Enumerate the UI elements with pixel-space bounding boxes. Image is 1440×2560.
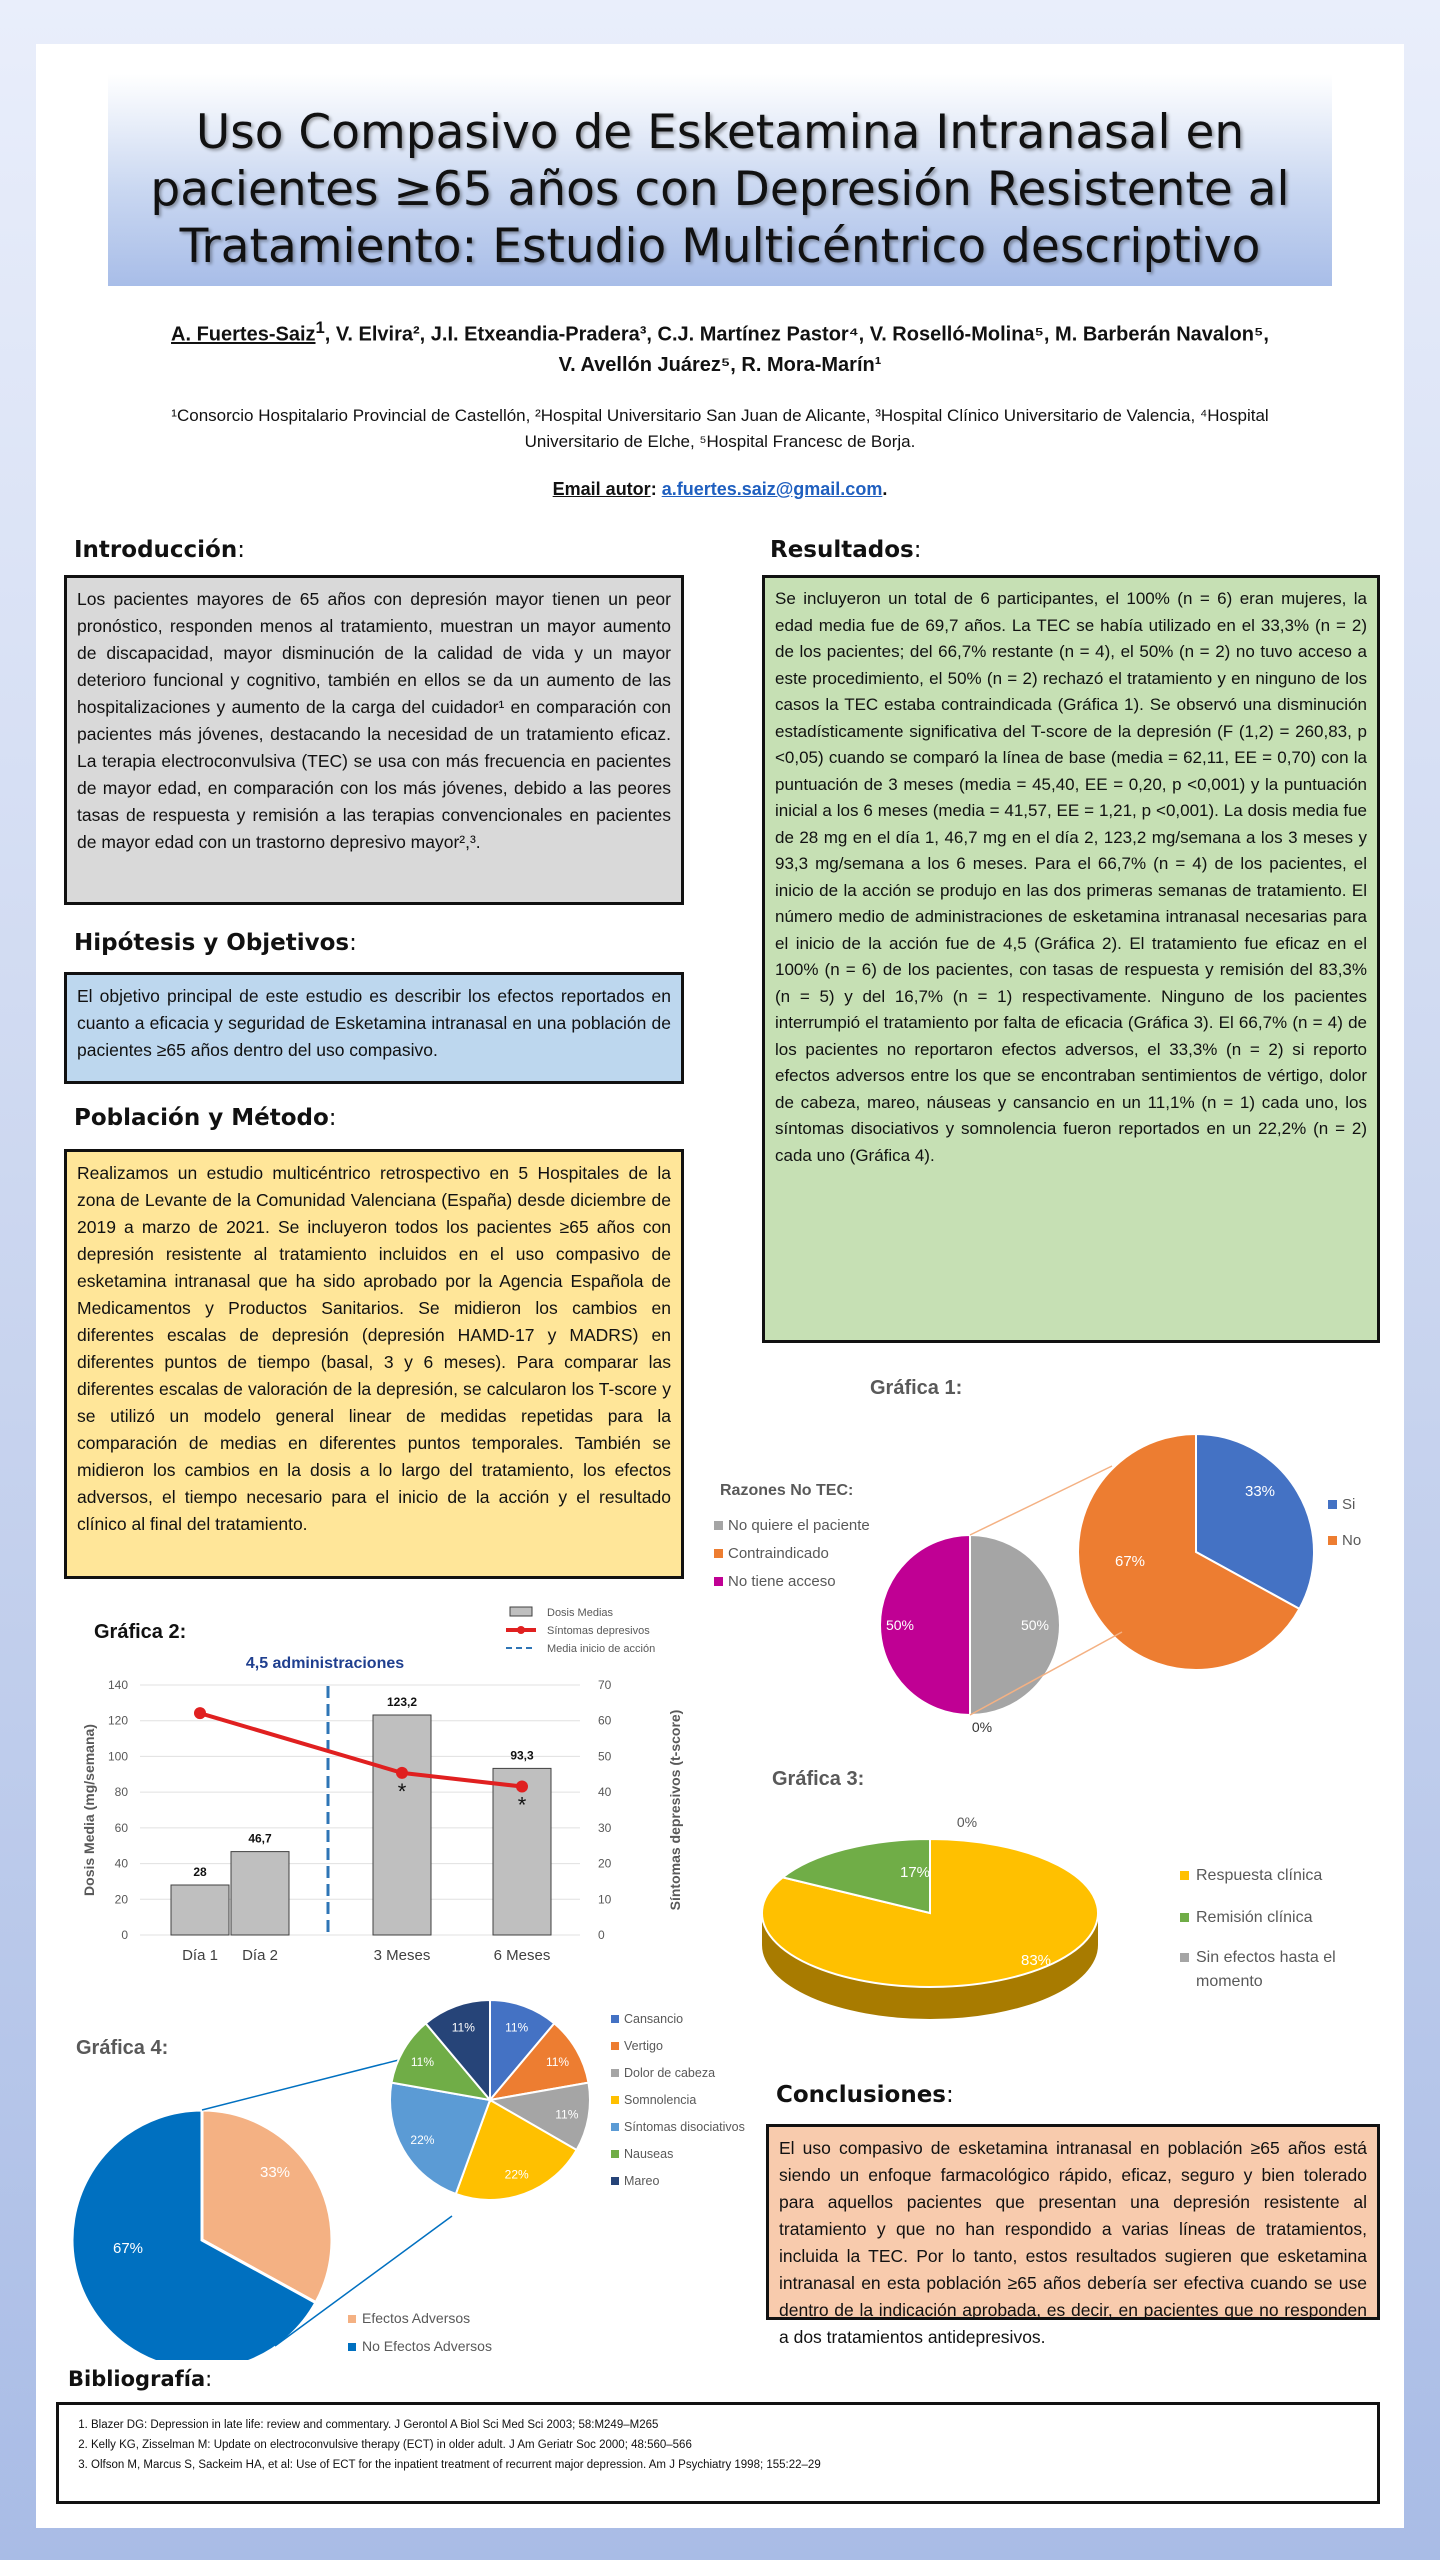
legend-label: No quiere el paciente [728, 1517, 870, 1534]
bar [373, 1715, 431, 1935]
affiliations: ¹Consorcio Hospitalario Provincial de Castellón, ²Hospital Universitario San Juan de Alicante, ³Hospital Clínico Universitario de Valencia, ⁴Hospital Universitario de Elche, ⁵Hospital Francesc de Borja. [171, 406, 1269, 451]
legend-label: Contraindicado [728, 1545, 829, 1562]
y2-tick-label: 60 [598, 1713, 612, 1728]
legend-swatch [611, 2123, 619, 2131]
line-point [516, 1781, 528, 1793]
reference-item: 3. Olfson M, Marcus S, Sackeim HA, et al: Use of ECT for the inpatient treatment of recurrent major depression. Am J Psychiatry 1998; 155:22–29 [91, 2455, 1363, 2475]
bibliography-box [56, 2402, 1380, 2504]
other-authors: , V. Elvira², J.I. Etxeandia-Pradera³, C.J. Martínez Pastor⁴, V. Roselló-Molina⁵, M. Barberán Navalon⁵, V. Avellón Juárez⁵, R. Mora-Marín¹ [324, 323, 1269, 376]
chart-title: Gráfica 3: [772, 1768, 865, 1790]
chart-grafica-4 [60, 1990, 770, 2360]
x-tick-label: 3 Meses [373, 1947, 431, 1964]
line-point [194, 1707, 206, 1719]
legend-label: Dosis Medias [547, 1607, 614, 1619]
y-tick-label: 60 [114, 1820, 128, 1835]
subpie-data-label: 11% [410, 2055, 435, 2069]
legend-label: No tiene acceso [728, 1573, 836, 1590]
bar-data-label: 123,2 [386, 1695, 418, 1709]
subpie-data-label: 11% [451, 2020, 475, 2035]
legend-label: Respuesta clínica [1196, 1867, 1323, 1884]
data-label-no-efectos: 67% [112, 2240, 144, 2257]
y-tick-label: 140 [107, 1678, 128, 1692]
legend-swatch [611, 2069, 619, 2077]
legend-swatch [1180, 1953, 1189, 1962]
line-series [200, 1713, 522, 1786]
legend-label: Síntomas disociativos [624, 2120, 745, 2134]
y2-tick-label: 10 [598, 1892, 612, 1907]
intro-box: Los pacientes mayores de 65 años con depresión mayor tienen un peor pronóstico, responden menos al tratamiento, muestran un mayor aumento de discapacidad, mayor disminución de la calidad de vida y un mayor deterioro funcional y cognitivo, también en ellos se da un aumento de las hospitalizaciones y aumento de la carga del cuidador¹ en comparación con pacientes más jóvenes, destacando la necesidad de un tratamiento eficaz. La terapia electroconvulsiva (TEC) se usa con más frecuencia en pacientes de mayor edad, en comparación con los más jóvenes, debido a las peores tasas de respuesta y remisión a las terapias convencionales en pacientes de mayor edad con un trastorno depresivo mayor²,³. [64, 575, 684, 905]
data-label-sin-efectos: 0% [956, 1814, 978, 1830]
bar [231, 1852, 289, 1935]
legend-label: Remisión clínica [1196, 1909, 1313, 1926]
data-label-efectos: 33% [259, 2164, 291, 2181]
y2-tick-label: 20 [598, 1856, 612, 1871]
y2-tick-label: 70 [598, 1678, 612, 1692]
intro-heading-text: Introducción [74, 537, 238, 563]
methods-heading [74, 1105, 337, 1131]
reference-item: 2. Kelly KG, Zisselman M: Update on electroconvulsive therapy (ECT) in older adult. J Am Geriatr Soc 2000; 48:560–566 [91, 2435, 1363, 2455]
y2-tick-label: 0 [598, 1928, 605, 1942]
legend-swatch [611, 2042, 619, 2050]
hyp-heading-text: Hipótesis y Objetivos [74, 930, 350, 956]
y2-tick-label: 50 [598, 1749, 612, 1764]
conclusions-heading-colon: : [945, 2082, 954, 2108]
bar [171, 1885, 229, 1935]
chart-title: Gráfica 2: [94, 1621, 187, 1643]
legend-swatch [517, 1626, 525, 1634]
methods-heading-text: Población y Método [74, 1105, 329, 1131]
intro-heading [74, 537, 245, 563]
subpie-data-label: 11% [545, 2055, 570, 2069]
bib-heading-text: Bibliografía [68, 2367, 206, 2391]
subpie-data-label: 0% [971, 1719, 993, 1735]
y2-tick-label: 40 [598, 1785, 612, 1800]
legend-swatch [611, 2015, 619, 2023]
y2-axis-label: Síntomas depresivos (t-score) [667, 1709, 683, 1911]
bibliography-heading [68, 2367, 212, 2391]
subpie-data-label: 22% [504, 2167, 529, 2182]
data-label-si: 33% [1244, 1483, 1276, 1500]
reference-item: 1. Blazer DG: Depression in late life: review and commentary. J Gerontol A Biol Sci Med Sci 2003; 58:M249–M265 [91, 2415, 1363, 2435]
subpie-data-label: 11% [505, 2020, 529, 2035]
legend-label: Dolor de cabeza [624, 2066, 716, 2080]
y-tick-label: 0 [121, 1928, 128, 1942]
legend-label: Síntomas depresivos [547, 1625, 650, 1637]
bar-data-label: 28 [193, 1865, 207, 1879]
bar-data-label: 93,3 [510, 1748, 534, 1763]
results-heading-colon: : [913, 537, 922, 563]
y2-tick-label: 30 [598, 1820, 612, 1835]
y-tick-label: 20 [114, 1892, 128, 1907]
bib-heading-colon: : [205, 2367, 213, 2391]
results-heading [770, 537, 921, 563]
x-tick-label: Día 2 [242, 1947, 278, 1964]
chart-title: Gráfica 4: [76, 2037, 169, 2059]
legend-swatch [611, 2177, 619, 2185]
legend-swatch [714, 1577, 723, 1586]
subpie-data-label: 50% [1020, 1617, 1050, 1633]
legend-label: No Efectos Adversos [362, 2338, 492, 2354]
significance-marker: * [397, 1778, 407, 1804]
legend-swatch [714, 1549, 723, 1558]
intro-heading-colon: : [237, 537, 245, 563]
line-point [396, 1767, 408, 1779]
y-tick-label: 120 [107, 1713, 128, 1728]
email-link[interactable]: a.fuertes.saiz@gmail.com [661, 479, 883, 499]
legend-label: Media inicio de acción [547, 1643, 656, 1655]
conclusions-heading-text: Conclusiones [776, 2082, 946, 2108]
chart-title: Gráfica 1: [870, 1377, 963, 1399]
legend-swatch [611, 2150, 619, 2158]
results-box: Se incluyeron un total de 6 participantes, el 100% (n = 6) eran mujeres, la edad media fue de 69,7 años. La TEC se había utilizado en el 33,3% (n = 2) de los pacientes; del 66,7% restante (n = 4), el 50% (n = 2) no tuvo acceso a este procedimiento, el 50% (n = 2) rechazó el tratamiento y en ninguno de los casos la TEC estaba contraindicada (Gráfica 1). Se observó una disminución estadísticamente significativa del T-score de la depresión (F (1,2) = 260,83, p <0,05) cuando se comparó la línea de base (media = 62,11, EE = 0,70) con la puntuación de 3 meses (media = 45,40, EE = 0,20, p <0,001) y la puntuación inicial a los 6 meses (media = 41,57, EE = 1,21, p <0,001). La dosis media fue de 28 mg en el día 1, 46,7 mg en el día 2, 123,2 mg/semana a los 3 meses y 93,3 mg/semana a los 6 meses. Para el 66,7% (n = 4) de los pacientes, el inicio de la acción se produjo en las dos primeras semanas de tratamiento. El número medio de administraciones de esketamina intranasal necesarias para el inicio de la acción fue de 4,5 (Gráfica 2). El tratamiento fue eficaz en el 100% (n = 6) de los pacientes, con tasas de respuesta y remisión del 83,3% (n = 5) y del 16,7% (n = 1) respectivamente. Ninguno de los pacientes interrumpió el tratamiento por falta de eficacia (Gráfica 3). El 66,7% (n = 4) de los pacientes no reportaron efectos adversos, el 33,3% (n = 2) si reporto efectos adversos entre los que se encontraban sentimientos de vértigo, dolor de cabeza, mareo, náuseas y cansancio en un 11,1% (n = 1) cada uno, los síntomas disociativos y somnolencia fueron reportados en un 22,2% (n = 2) cada uno (Gráfica 4). [762, 575, 1380, 1343]
chart-grafica-3 [760, 1765, 1380, 2055]
significance-marker: * [517, 1792, 527, 1818]
hypothesis-heading [74, 930, 357, 956]
chart-grafica-1 [700, 1370, 1400, 1750]
email-line: Email autor: a.fuertes.saiz@gmail.com. [552, 479, 888, 499]
legend-label: Nauseas [624, 2147, 674, 2161]
legend-swatch [1328, 1536, 1337, 1545]
x-tick-label: Día 1 [182, 1947, 218, 1964]
legend-label: Cansancio [624, 2012, 684, 2026]
first-author-affiliation: 1 [315, 318, 325, 337]
legend-swatch [348, 2315, 356, 2323]
legend-swatch [510, 1607, 532, 1616]
legend-label: Mareo [624, 2174, 660, 2188]
data-label-no: 67% [1114, 1553, 1146, 1570]
methods-box: Realizamos un estudio multicéntrico retrospectivo en 5 Hospitales de la zona de Levante de la Comunidad Valenciana (España) desde diciembre de 2019 a marzo de 2021. Se incluyeron todos los pacientes ≥65 años con depresión resistente al tratamiento incluidos en el uso compasivo de esketamina intranasal que ha sido aprobado por la Agencia Española de Medicamentos y Productos Sanitarios. Se midieron los cambios en diferentes escalas de depresión (depresión HAMD-17 y MADRS) en diferentes puntos de tiempo (basal, 3 y 6 meses). Para comparar las diferentes escalas de valoración de la depresión, se calcularon los T-score y se utilizó un modelo general linear de medidas repetidas para la comparación de medias en diferentes puntos temporales. También se midieron los cambios en la dosis a lo largo del tratamiento, los efectos adversos, el tiempo necesario para el inicio de la acción y el resultado clínico al final del tratamiento. [64, 1149, 684, 1579]
hyp-heading-colon: : [349, 930, 357, 956]
legend-swatch [611, 2096, 619, 2104]
chart-grafica-2 [60, 1590, 700, 1980]
methods-heading-colon: : [328, 1105, 337, 1131]
bar-data-label: 46,7 [248, 1831, 272, 1846]
legend-title: Razones No TEC: [720, 1482, 854, 1499]
subpie-data-label: 50% [885, 1617, 915, 1633]
data-label-remision: 17% [899, 1864, 931, 1881]
email-end: . [882, 479, 888, 499]
legend-label: Sin efectos hasta el momento [1196, 1949, 1336, 1990]
author-list [170, 313, 1270, 380]
subpie-data-label: 11% [555, 2107, 579, 2122]
legend-label: Somnolencia [624, 2093, 697, 2107]
y-tick-label: 100 [107, 1749, 128, 1764]
onset-annotation: 4,5 administraciones [245, 1655, 405, 1672]
legend-swatch [714, 1521, 723, 1530]
results-heading-text: Resultados [770, 537, 914, 563]
legend-swatch [1180, 1913, 1189, 1922]
legend-label: Vertigo [624, 2039, 663, 2053]
legend-label: No [1342, 1532, 1362, 1549]
legend-swatch [1328, 1500, 1337, 1509]
legend-label: Si [1342, 1496, 1356, 1513]
legend-swatch [1180, 1871, 1189, 1880]
email-label: Email autor [552, 479, 651, 499]
conclusions-box: El uso compasivo de esketamina intranasal en población ≥65 años está siendo un enfoque farmacológico rápido, eficaz, seguro y bien tolerado para aquellos pacientes que presentan una depresión resistente al tratamiento y que no han respondido a varias líneas de tratamientos, incluida la TEC. Por lo tanto, estos resultados sugieren que esketamina intranasal en esta población ≥65 años debería ser efectiva cuando se use dentro de la indicación aprobada, es decir, en pacientes que no responden a dos tratamientos antidepresivos. [766, 2124, 1380, 2320]
y-axis-label: Dosis Media (mg/semana) [81, 1724, 97, 1896]
first-author: A. Fuertes-Saiz [171, 323, 316, 346]
poster-title: Uso Compasivo de Esketamina Intranasal en pacientes ≥65 años con Depresión Resistente al Tratamiento: Estudio Multicéntrico descriptivo [150, 105, 1290, 274]
legend-label: Efectos Adversos [362, 2310, 471, 2326]
y-tick-label: 40 [114, 1856, 128, 1871]
conclusions-heading [776, 2082, 954, 2108]
legend-swatch [348, 2343, 356, 2351]
data-label-respuesta: 83% [1020, 1952, 1052, 1969]
subpie-data-label: 22% [410, 2133, 435, 2147]
y-tick-label: 80 [114, 1785, 128, 1800]
x-tick-label: 6 Meses [493, 1947, 551, 1964]
hypothesis-box: El objetivo principal de este estudio es describir los efectos reportados en cuanto a eficacia y seguridad de Esketamina intranasal en una población de pacientes ≥65 años dentro del uso compasivo. [64, 972, 684, 1084]
